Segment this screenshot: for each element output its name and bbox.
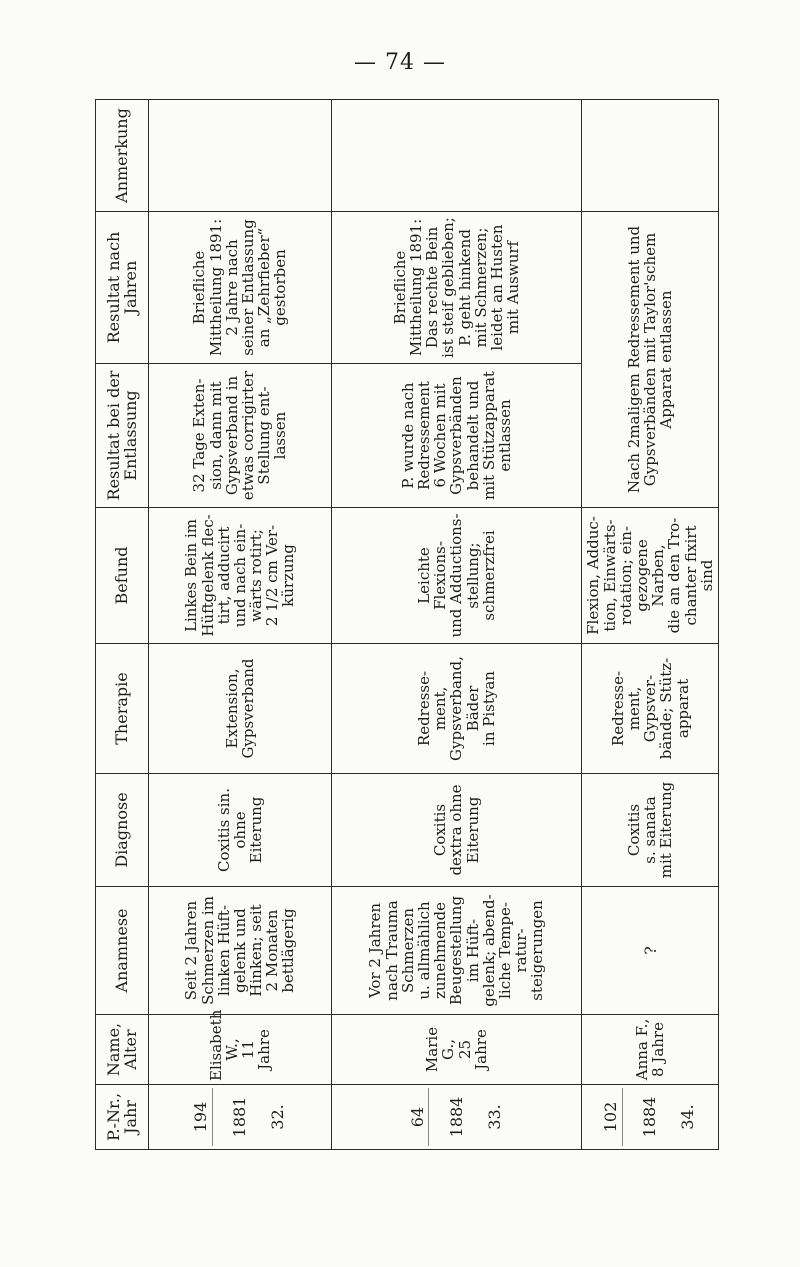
- anmerkung-cell: [332, 100, 582, 212]
- diagnose-cell: Coxitis dextra ohne Eiterung: [332, 774, 582, 887]
- therapie-cell: Redresse- ment, Gypsver- bände; Stütz- apparat: [582, 644, 719, 774]
- anmerkung-cell: [149, 100, 332, 212]
- header-nr-jahr: P.-Nr., Jahr: [96, 1085, 149, 1150]
- nr-jahr-cell: [582, 1085, 719, 1150]
- page-number: — 74 —: [354, 50, 446, 75]
- case-index: 32.: [268, 1104, 288, 1130]
- therapie-cell: Redresse- ment, Gypsverband, Bäder in Pistyan: [332, 644, 582, 774]
- patient-year: 1884: [640, 1096, 660, 1138]
- diagnose-cell: Coxitis s. sanata mit Eiterung: [582, 774, 719, 887]
- table-header-row: [96, 100, 149, 1150]
- anamnese-cell: Seit 2 Jahren Schmerzen im linken Hüft- gelenk und Hinken; seit 2 Monaten bettlägerig: [149, 887, 332, 1015]
- header-anamnese: Anamnese: [96, 887, 149, 1015]
- case-table-container: [95, 100, 716, 1150]
- befund-cell: Linkes Bein im Hüftgelenk flec- tirt, adducirt und nach ein- wärts rotirt; 2 1/2 cm Ver- kürzung: [149, 508, 332, 644]
- header-resultat-jahren: Resultat nach Jahren: [96, 212, 149, 364]
- table-row: [582, 100, 719, 1150]
- resultat-entlassung-cell: 32 Tage Exten- sion, dann mit Gypsverband in etwas corrigirter Stellung ent- lassen: [149, 364, 332, 508]
- patient-number: 194: [191, 1088, 213, 1146]
- name-alter-cell: Marie G., 25 Jahre: [332, 1015, 582, 1085]
- name-alter-cell: Elisabeth W., 11 Jahre: [149, 1015, 332, 1085]
- befund-cell: Leichte Flexions- und Adductions- stellung; schmerzfrei: [332, 508, 582, 644]
- patient-year: 1881: [230, 1096, 250, 1138]
- anmerkung-cell: [582, 100, 719, 212]
- header-name-alter: Name, Alter: [96, 1015, 149, 1085]
- patient-number: 102: [601, 1088, 623, 1146]
- table-row: [149, 100, 332, 1150]
- therapie-cell: Extension, Gypsverband: [149, 644, 332, 774]
- diagnose-cell: Coxitis sin. ohne Eiterung: [149, 774, 332, 887]
- anamnese-cell: Vor 2 Jahren nach Trauma Schmerzen u. allmählich zunehmende Beugestellung im Hüft- gelenk; abend- liche Tempe- ratur- steigerungen: [332, 887, 582, 1015]
- case-index: 34.: [678, 1104, 698, 1130]
- header-therapie: Therapie: [96, 644, 149, 774]
- patient-year: 1884: [446, 1096, 466, 1138]
- patient-number: 64: [408, 1088, 430, 1146]
- resultat-combined-cell: Nach 2maligem Redressement und Gypsverbänden mit Taylor'schem Apparat entlassen: [582, 212, 719, 508]
- befund-cell: Flexion, Adduc- tion, Einwärts- rotation; ein- gezogene Narben, die an den Tro- chanter fixirt sind: [582, 508, 719, 644]
- nr-jahr-cell: [332, 1085, 582, 1150]
- name-alter-cell: Anna F., 8 Jahre: [582, 1015, 719, 1085]
- case-index: 33.: [484, 1104, 504, 1130]
- anamnese-cell: ?: [582, 887, 719, 1015]
- header-diagnose: Diagnose: [96, 774, 149, 887]
- case-table: [95, 99, 719, 1150]
- header-resultat-entlassung: Resultat bei der Entlassung: [96, 364, 149, 508]
- resultat-jahren-cell: Briefliche Mittheilung 1891: Das rechte Bein ist steif geblieben; P. geht hinkend mit Schmerzen; leidet an Husten mit Auswurf: [332, 212, 582, 364]
- resultat-entlassung-cell: P. wurde nach Redressement 6 Wochen mit Gypsverbänden behandelt und mit Stützapparat entlassen: [332, 364, 582, 508]
- header-befund: Befund: [96, 508, 149, 644]
- nr-jahr-cell: [149, 1085, 332, 1150]
- table-row: [332, 100, 582, 1150]
- header-anmerkung: Anmerkung: [96, 100, 149, 212]
- resultat-jahren-cell: Briefliche Mittheilung 1891: 2 Jahre nach seiner Entlassung an „Zehrfieber“ gestorben: [149, 212, 332, 364]
